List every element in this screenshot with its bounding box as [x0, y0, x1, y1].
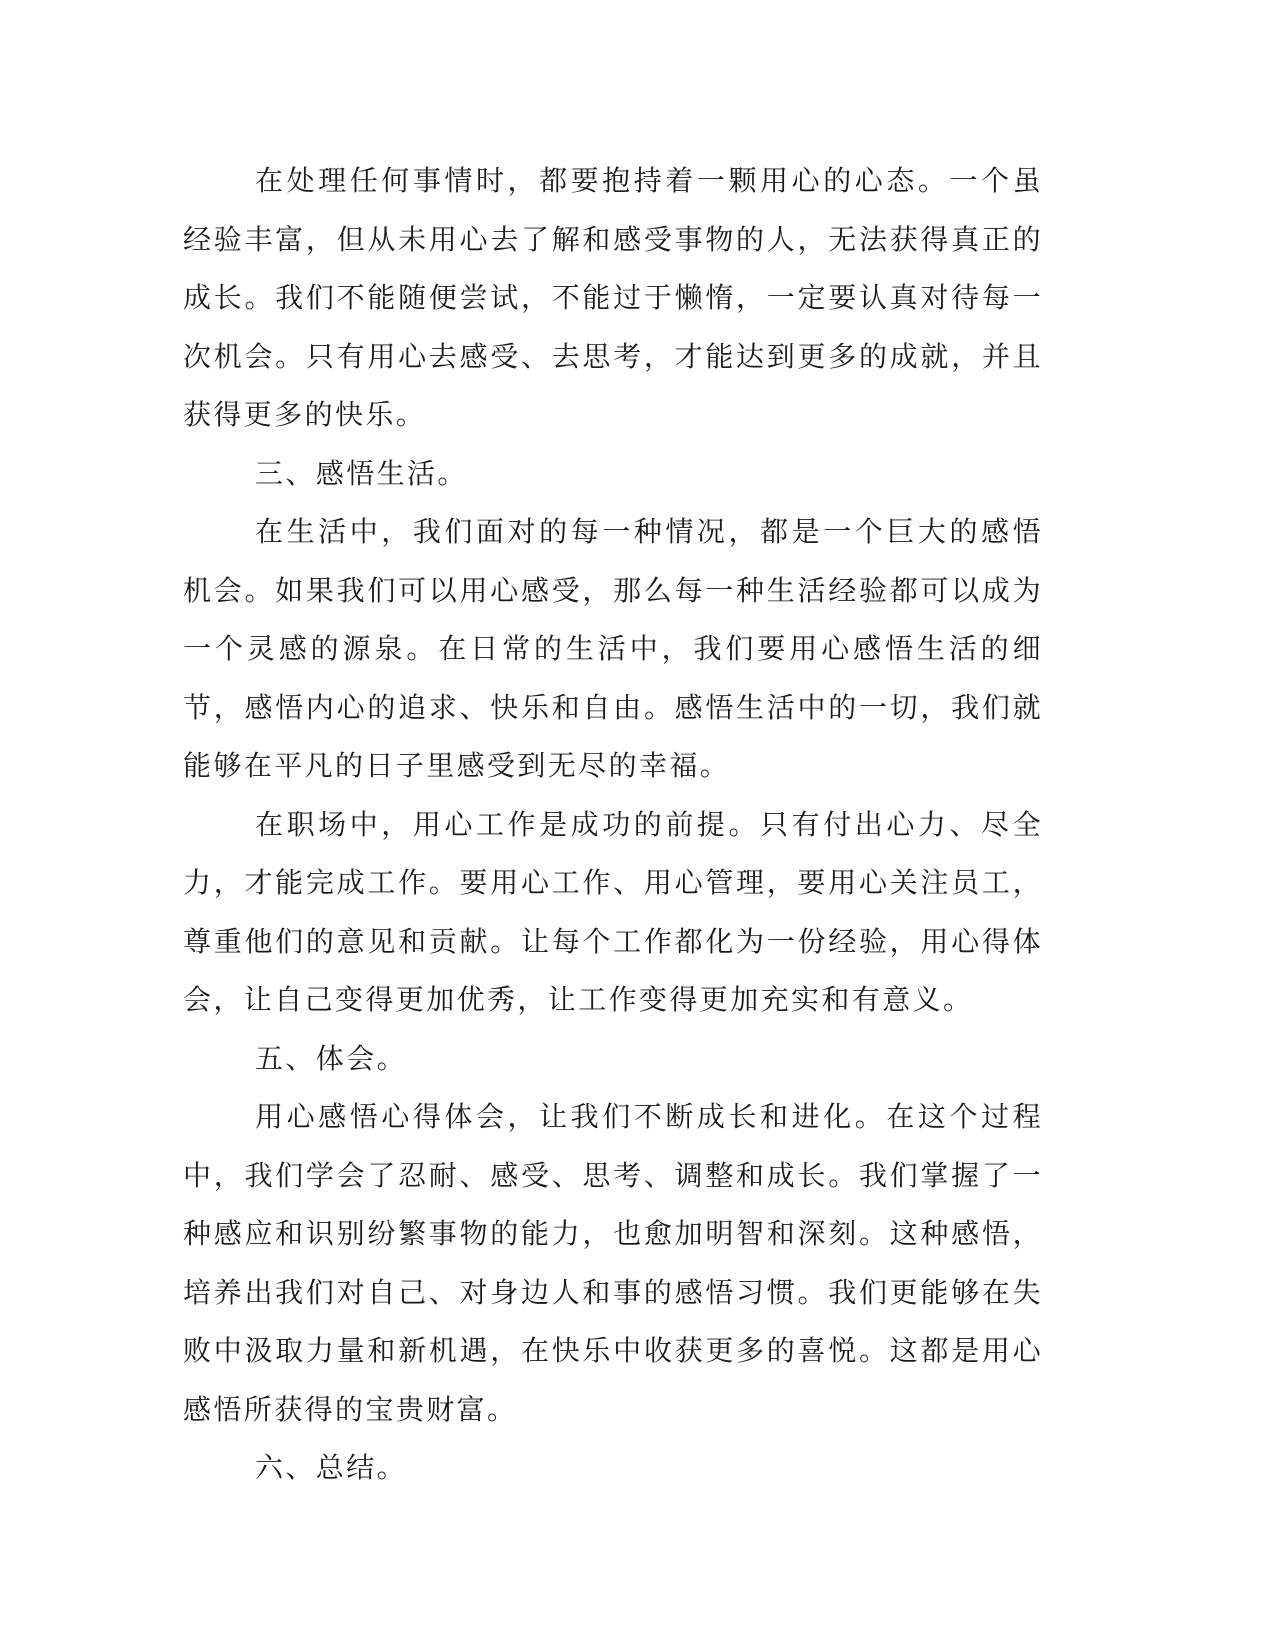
document-body	[183, 152, 1043, 1498]
paragraph-life-insight: 在生活中，我们面对的每一种情况，都是一个巨大的感悟机会。如果我们可以用心感受，那么每一种生活经验都可以成为一个灵感的源泉。在日常的生活中，我们要用心感悟生活的细节，感悟内心的追求、快乐和自由。感悟生活中的一切，我们就能够在平凡的日子里感受到无尽的幸福。	[183, 515, 1043, 782]
paragraph-experience: 用心感悟心得体会，让我们不断成长和进化。在这个过程中，我们学会了忍耐、感受、思考、调整和成长。我们掌握了一种感应和识别纷繁事物的能力，也愈加明智和深刻。这种感悟，培养出我们对自己、对身边人和事的感悟习惯。我们更能够在失败中汲取力量和新机遇，在快乐中收获更多的喜悦。这都是用心感悟所获得的宝贵财富。	[183, 1100, 1043, 1426]
paragraph-mindful-attitude: 在处理任何事情时，都要抱持着一颗用心的心态。一个虽经验丰富，但从未用心去了解和感受事物的人，无法获得真正的成长。我们不能随便尝试，不能过于懒惰，一定要认真对待每一次机会。只有用心去感受、去思考，才能达到更多的成就，并且获得更多的快乐。	[183, 164, 1043, 431]
section-heading-5: 五、体会。	[255, 1041, 408, 1075]
section-heading-6: 六、总结。	[255, 1451, 408, 1484]
section-heading-3: 三、感悟生活。	[255, 456, 468, 490]
paragraph-workplace: 在职场中，用心工作是成功的前提。只有付出心力、尽全力，才能完成工作。要用心工作、用心管理，要用心关注员工，尊重他们的意见和贡献。让每个工作都化为一份经验，用心得体会，让自己变得更加优秀，让工作变得更加充实和有意义。	[183, 807, 1043, 1016]
